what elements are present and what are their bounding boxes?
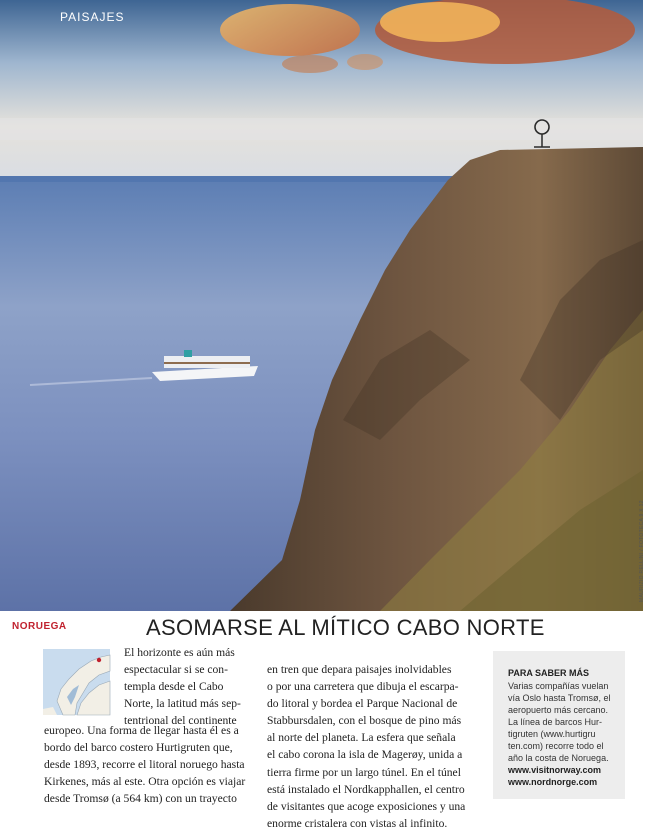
country-label: NORUEGA: [12, 621, 67, 632]
section-label: PAISAJES: [60, 10, 125, 24]
link-nordnorge[interactable]: www.nordnorge.com: [508, 777, 598, 787]
article-headline: ASOMARSE AL MÍTICO CABO NORTE: [146, 615, 545, 640]
article-body-col2: en tren que depara paisajes inolvidables o por una carretera que dibuja el escarpa- do litoral y bordea el Parque Nacional de Stabbursdalen, con el bosque de pino más al norte del planeta. La esfera que señala el cabo corona la isla de Magerøy, unida a tierra firme por un largo túnel. En el túnel está instalado el Nordkapphallen, el centro de visitantes que acoge exposiciones y una enorme cristalera con vistas al infinito.: [267, 663, 466, 830]
location-marker-icon: [97, 658, 101, 662]
photo-credit: MAURIZIO RELLINI / FOTOTECA 9 X 12: [639, 500, 645, 602]
location-map: [43, 649, 110, 715]
link-visitnorway[interactable]: www.visitnorway.com: [508, 765, 602, 775]
article-body-col1-bottom: europeo. Una forma de llegar hasta él es a bordo del barco costero Hurtigruten que, desde 1893, recorre el litoral noruego hasta Kirkenes, más al este. Otra opción es viajar desde Tromsø (a 564 km) con un trayecto: [44, 724, 246, 806]
sidebar-title: PARA SABER MÁS: [508, 668, 590, 678]
article-body-col1-top: El horizonte es aún más espectacular si se con- templa desde el Cabo Norte, la latitud más sep- tentrional del continente: [124, 646, 241, 728]
sidebar-text: Varias compañías vuelan vía Oslo hasta Tromsø, el aeropuerto más cercano. La línea de barcos Hur- tigruten (www.hurtigru ten.com) recorre todo el año la costa de Noruega. www.visitnorway.com www.nordnorge.com: [508, 680, 620, 788]
info-sidebar: [493, 651, 625, 799]
